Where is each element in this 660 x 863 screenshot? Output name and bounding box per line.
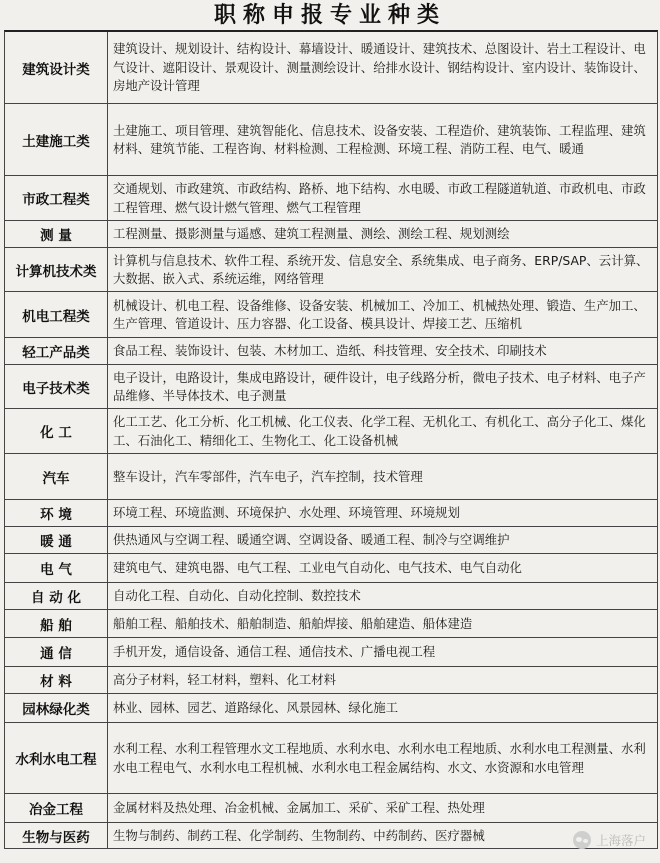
table-row bbox=[5, 409, 657, 454]
items-cell bbox=[108, 794, 657, 822]
watermark-text: 上海落户 bbox=[595, 833, 646, 848]
items-cell bbox=[108, 454, 657, 499]
category-cell: 通 信 bbox=[5, 638, 108, 666]
items-text: 船舶工程、船舶技术、船舶制造、船舶焊接、船舶建造、船体建造 bbox=[113, 615, 473, 631]
table-row bbox=[5, 554, 657, 583]
table-row bbox=[5, 794, 657, 823]
wechat-icon bbox=[573, 831, 591, 849]
category-cell: 电 气 bbox=[5, 554, 108, 582]
items-cell bbox=[108, 554, 657, 582]
items-cell bbox=[108, 32, 657, 103]
items-cell bbox=[108, 723, 657, 793]
category-cell: 自 动 化 bbox=[5, 583, 108, 609]
items-cell bbox=[108, 583, 657, 609]
items-cell bbox=[108, 694, 657, 722]
table-row bbox=[5, 583, 657, 610]
table-row bbox=[5, 338, 657, 365]
table-row bbox=[5, 694, 657, 723]
items-text: 整车设计，汽车零部件，汽车电子，汽车控制，技术管理 bbox=[113, 468, 423, 484]
table-row bbox=[5, 823, 657, 849]
category-cell: 汽车 bbox=[5, 454, 108, 499]
items-cell bbox=[108, 176, 657, 220]
category-cell: 暖 通 bbox=[5, 527, 108, 553]
items-cell bbox=[108, 409, 657, 453]
category-cell: 船 舶 bbox=[5, 610, 108, 637]
table-row bbox=[5, 610, 657, 638]
items-text: 林业、园林、园艺、道路绿化、风景园林、绿化施工 bbox=[113, 700, 398, 716]
category-cell: 水利水电工程 bbox=[5, 723, 108, 793]
items-cell bbox=[108, 527, 657, 553]
items-text: 高分子材料，轻工材料，塑料、化工材料 bbox=[113, 672, 337, 688]
items-text: 交通规划、市政建筑、市政结构、路桥、地下结构、水电暖、市政工程隧道轨道、市政机电、市政工程管理、燃气设计燃气管理、燃气工程管理 bbox=[113, 181, 646, 215]
category-cell: 市政工程类 bbox=[5, 176, 108, 220]
category-cell: 建筑设计类 bbox=[5, 32, 108, 103]
items-cell bbox=[108, 104, 657, 175]
items-cell bbox=[108, 292, 657, 337]
category-cell: 园林绿化类 bbox=[5, 694, 108, 722]
table-row bbox=[5, 500, 657, 527]
items-cell bbox=[108, 610, 657, 637]
category-cell: 电子技术类 bbox=[5, 365, 108, 408]
items-text: 电子设计，电路设计，集成电路设计，硬件设计，电子线路分析，微电子技术、电子材料、电子产品维修、半导体技术、电子测量 bbox=[113, 369, 646, 403]
table-row bbox=[5, 638, 657, 667]
table-row bbox=[5, 527, 657, 554]
page-title: 职称申报专业种类 bbox=[213, 2, 446, 28]
items-text: 食品工程、装饰设计、包装、木材加工、造纸、科技管理、安全技术、印刷技术 bbox=[113, 343, 547, 359]
items-text: 土建施工、项目管理、建筑智能化、信息技术、设备安装、工程造价、建筑装饰、工程监理、建筑材料、建筑节能、工程咨询、材料检测、工程检测、环境工程、消防工程、电气、暖通 bbox=[113, 122, 646, 156]
table-row bbox=[5, 104, 657, 176]
items-cell bbox=[108, 500, 657, 526]
items-text: 建筑电气、建筑电器、电气工程、工业电气自动化、电气技术、电气自动化 bbox=[113, 560, 522, 576]
items-text: 手机开发，通信设备、通信工程、通信技术、广播电视工程 bbox=[113, 644, 436, 660]
table-row bbox=[5, 32, 657, 104]
items-text: 金属材料及热处理、冶金机械、金属加工、采矿、采矿工程、热处理 bbox=[113, 800, 485, 816]
items-cell bbox=[108, 638, 657, 666]
category-cell: 土建施工类 bbox=[5, 104, 108, 175]
table-row bbox=[5, 454, 657, 500]
table-row bbox=[5, 667, 657, 694]
watermark bbox=[573, 831, 646, 849]
items-text: 自动化工程、自动化、自动化控制、数控技术 bbox=[113, 588, 361, 604]
items-text: 建筑设计、规划设计、结构设计、幕墙设计、暖通设计、建筑技术、总图设计、岩土工程设计、电气设计、遮阳设计、景观设计、测量测绘设计、给排水设计、钢结构设计、室内设计、装饰设计、房地产设计管理 bbox=[113, 41, 646, 94]
table-row bbox=[5, 292, 657, 338]
items-text: 环境工程、环境监测、环境保护、水处理、环境管理、环境规划 bbox=[113, 505, 460, 521]
items-cell bbox=[108, 667, 657, 693]
items-text: 化工工艺、化工分析、化工机械、化工仪表、化学工程、无机化工、有机化工、高分子化工、煤化工、石油化工、精细化工、生物化工、化工设备机械 bbox=[113, 414, 646, 448]
specialty-table bbox=[4, 30, 658, 849]
items-cell bbox=[108, 221, 657, 247]
items-cell bbox=[108, 248, 657, 291]
items-text: 工程测量、摄影测量与遥感、建筑工程测量、测绘、测绘工程、规划测绘 bbox=[113, 226, 510, 242]
category-cell: 材 料 bbox=[5, 667, 108, 693]
table-row bbox=[5, 221, 657, 248]
items-cell bbox=[108, 338, 657, 364]
category-cell: 生物与医药 bbox=[5, 823, 108, 848]
table-row bbox=[5, 723, 657, 794]
items-text: 水利工程、水利工程管理水文工程地质、水利水电、水利水电工程地质、水利水电工程测量、水利水电工程电气、水利水电工程机械、水利水电工程金属结构、水文、水资源和水电管理 bbox=[113, 741, 646, 775]
items-cell bbox=[108, 365, 657, 408]
category-cell: 机电工程类 bbox=[5, 292, 108, 337]
table-row bbox=[5, 365, 657, 409]
category-cell: 计算机技术类 bbox=[5, 248, 108, 291]
items-text: 供热通风与空调工程、暖通空调、空调设备、暖通工程、制冷与空调维护 bbox=[113, 532, 510, 548]
table-row bbox=[5, 248, 657, 292]
category-cell: 冶金工程 bbox=[5, 794, 108, 822]
items-text: 计算机与信息技术、软件工程、系统开发、信息安全、系统集成、电子商务、ERP/SAP、云计算、大数据、嵌入式、系统运维，网络管理 bbox=[113, 252, 649, 286]
table-row bbox=[5, 176, 657, 221]
category-cell: 测 量 bbox=[5, 221, 108, 247]
items-text: 机械设计、机电工程、设备维修、设备安装、机械加工、冷加工、机械热处理、锻造、生产加工、生产管理、管道设计、压力容器、化工设备、模具设计、焊接工艺、压缩机 bbox=[113, 297, 646, 331]
category-cell: 轻工产品类 bbox=[5, 338, 108, 364]
items-text: 生物与制药、制药工程、化学制药、生物制药、中药制药、医疗器械 bbox=[113, 827, 485, 843]
category-cell: 环 境 bbox=[5, 500, 108, 526]
category-cell: 化 工 bbox=[5, 409, 108, 453]
